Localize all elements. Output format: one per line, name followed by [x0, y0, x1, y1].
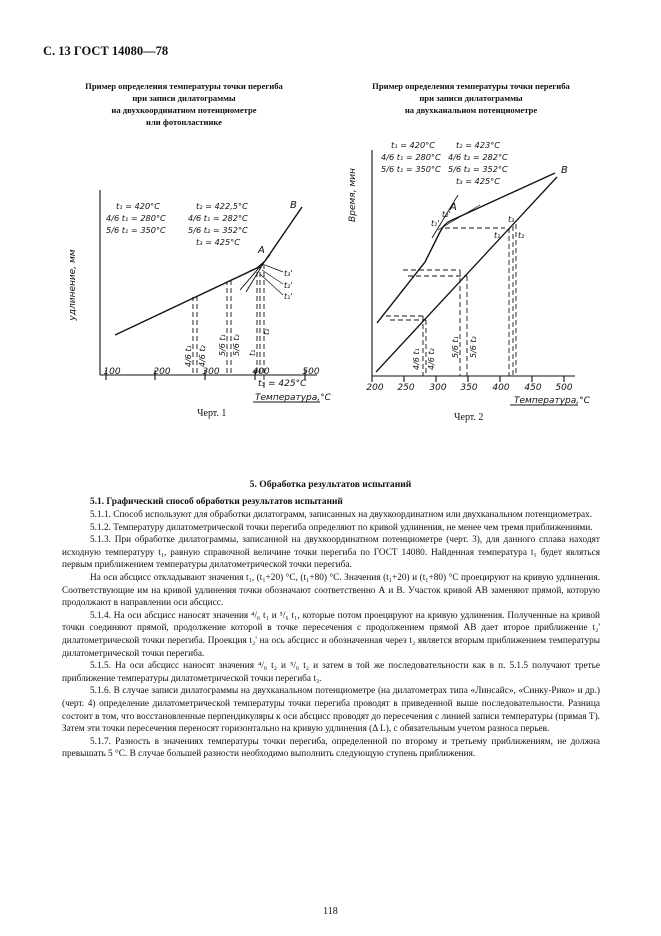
fig2-tick: 350	[460, 383, 478, 393]
fig1-tick: 500	[302, 367, 320, 377]
fig1-tick: 300	[202, 367, 220, 377]
fig1-vertical-label: 5/6 t₁	[218, 334, 227, 356]
paragraph: 5.1.4. На оси абсцисс наносят значения ⁴/₆ t₁ и ⁵/₆ t₁, которые потом проецируют на кривую удлинения. Полученные на кривой точки соединяют прямой, продолжение которой в точке пересечения с продолжением прямой АВ дает второе приближение t₂' дилатометрической точки перегиба. Проекция t₂' на ось абсцисс и обозначенная через t₂ является вторым приближением температуры дилатометрической точки перегиба.	[62, 610, 600, 659]
fig2-tick: 250	[397, 383, 415, 393]
fig1-curve-label: t₁'	[284, 292, 293, 301]
fig2-legend-item: 5/6 t₁ = 350°С	[381, 164, 441, 174]
fig1-legend-item: 4/6 t₁ = 282°С	[188, 213, 248, 223]
fig1-legend-item: t₁ = 420°С	[116, 201, 160, 211]
fig1-legend-item: 4/6 t₁ = 280°С	[106, 213, 166, 223]
fig2-tick: 200	[366, 383, 384, 393]
fig2-vertical-label: 5/6 t₁	[451, 336, 460, 358]
fig2-point-label: t₁	[494, 231, 501, 240]
fig2-point-label: t₃	[508, 215, 515, 224]
fig2-point-label: t₂'	[442, 210, 451, 219]
fig2-tick: 500	[555, 383, 573, 393]
fig1-tick: 400	[252, 367, 270, 377]
fig1-caption: Черт. 1	[197, 408, 227, 419]
fig1-vertical-label: t₂	[262, 328, 271, 335]
fig2-x-label: Температура,°С	[514, 396, 590, 406]
fig2-title: Пример определения температуры точки перегиба при записи дилатограммы на двухканальном потенциометре	[372, 81, 570, 115]
fig2-vertical-label: 4/6 t₁	[412, 348, 421, 370]
fig2-caption: Черт. 2	[454, 412, 484, 423]
fig1-y-label: удлинение, мм	[68, 249, 78, 321]
page-number: 118	[323, 906, 338, 917]
fig2-y-label: Время, мин	[348, 168, 358, 222]
section-subheading: 5.1. Графический способ обработки результатов испытаний	[90, 497, 343, 507]
paragraph: 5.1.6. В случае записи дилатограммы на двухканальном потенциометре (на дилатометрах типа «Линсайс», «Синку-Рико» и др.) (черт. 4) определение дилатометрической температуры точки перегиба проводят в приведенной выше последовательности. Разница состоит в том, что восстановленные перпендикуляры к оси абсцисс проводят до пересечения с линией записи температуры (прямая Т). Затем эти точки пересечения переносят горизонтально на кривую удлинения (Δ L), с обязательным учетом разноса перьев.	[62, 686, 600, 735]
fig2-point-a: A	[450, 202, 457, 213]
section-heading: 5. Обработка результатов испытаний	[249, 479, 412, 490]
fig1-legend-item: 5/6 t₂ = 352°С	[188, 225, 248, 235]
page-header: С. 13 ГОСТ 14080—78	[43, 44, 169, 58]
fig2-tick: 300	[429, 383, 447, 393]
fig2-tick: 450	[524, 383, 542, 393]
fig1-point-b: B	[290, 200, 297, 211]
fig2-tick: 400	[492, 383, 510, 393]
fig1-vertical-label: 5/6 t₂	[232, 334, 241, 356]
paragraph: 5.1.7. Разность в значениях температуры точки перегиба, определенной по второму и третьему приближениям, не должна превышать 5 °С. В случае большей разности необходимо выполнить следующую ступень приближения.	[62, 736, 600, 760]
fig2-legend-item: 4/6 t₂ = 282°С	[448, 152, 508, 162]
fig2-point-label: t₂	[518, 231, 525, 240]
fig1-point-a: A	[258, 245, 265, 256]
fig1-tick: 100	[103, 367, 121, 377]
paragraph: 5.1.1. Способ используют для обработки дилатограмм, записанных на двухкоординатном или двухканальном потенциометрах.	[90, 510, 593, 520]
fig1-title: Пример определения температуры точки перегиба при записи дилатограммы на двухкоординатном потенциометре или фотопластинке	[85, 81, 283, 127]
section-body	[62, 509, 600, 761]
paragraph: 5.1.5. На оси абсцисс наносят значения ⁴/₆ t₂ и ⁵/₆ t₂ и затем в той же последовательности как в п. 5.1.5 получают третье приближение температуры дилатометрической точки перегиба t₃.	[62, 661, 600, 684]
fig2-vertical-label: 5/6 t₂	[469, 336, 478, 358]
fig1-x-label: Температура,°С	[255, 393, 331, 403]
fig2-legend-item: t₃ = 425°С	[456, 176, 500, 186]
fig2-point-label: t₁'	[431, 219, 440, 228]
paragraph: 5.1.2. Температуру дилатометрической точки перегиба определяют по кривой удлинения, не менее чем тремя приближениями.	[90, 522, 593, 533]
paragraph: 5.1.3. При обработке дилатограммы, записанной на двухкоординатном потенциометре (черт. 3), для данного сплава находят исходную температуру t₁, равную справочной величине точки перегиба по ГОСТ 14080. Найденная температура t₁ будет являться первым приближением температуры дилатометрической точки перегиба.	[62, 535, 600, 571]
fig1-vertical-label: 4/6 t₁	[184, 345, 193, 367]
fig1-tick: 200	[153, 367, 171, 377]
fig2-legend-item: 5/6 t₂ = 352°С	[448, 164, 508, 174]
paragraph: На оси абсцисс откладывают значения t₁, (t₁+20) °С, (t₁+80) °С. Значения (t₁+20) и (t₁+80) °С проецируют на кривую удлинения. Соответствующие им на кривой удлинения точки обозначают соответственно А и В. Участок кривой АВ заменяют прямой, которую продолжают в направлении оси абсцисс.	[62, 572, 600, 609]
fig1-legend-item: t₃ = 425°С	[196, 237, 240, 247]
fig2-legend-item: 4/6 t₁ = 280°С	[381, 152, 441, 162]
fig2-legend-item: t₁ = 420°С	[391, 140, 435, 150]
fig1-vertical-label: t₁	[248, 349, 257, 356]
fig1-legend-item: t₂ = 422,5°С	[196, 201, 248, 211]
fig1-vertical-label: 4/6 t₂	[198, 345, 207, 367]
fig1-curve-label: t₂'	[284, 281, 293, 290]
fig2-vertical-label: 4/6 t₂	[427, 348, 436, 370]
fig1-t3-label: t₃ = 425°С	[258, 379, 307, 389]
fig1-curve-label: t₃'	[284, 269, 293, 278]
fig2-point-b: B	[561, 165, 568, 176]
fig1-legend-item: 5/6 t₁ = 350°С	[106, 225, 166, 235]
fig2-legend-item: t₂ = 423°С	[456, 140, 500, 150]
fig2-curve	[377, 173, 555, 323]
fig2-temperature-line	[376, 177, 557, 372]
